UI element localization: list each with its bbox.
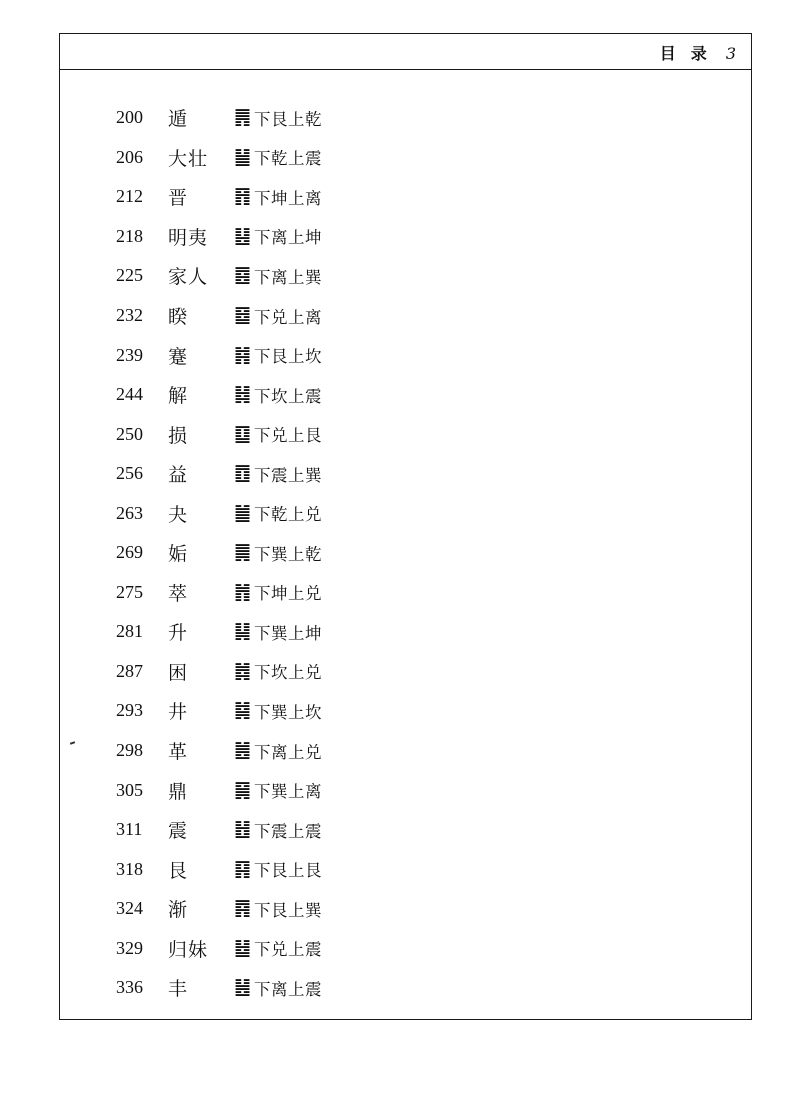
toc-page-number: 318 — [116, 858, 143, 879]
table-of-contents — [116, 98, 322, 1008]
toc-page-number: 293 — [116, 700, 143, 721]
hexagram-icon: ䷪ — [234, 501, 252, 524]
toc-trigram-description: 下兑上震 — [254, 940, 322, 960]
toc-hexagram-name: 晋 — [168, 187, 189, 210]
toc-hexagram-name: 归妹 — [168, 938, 209, 961]
hexagram-icon: ䷢ — [234, 185, 252, 208]
header-title — [660, 44, 708, 63]
toc-entry[interactable] — [116, 138, 322, 178]
toc-entry[interactable] — [116, 375, 322, 415]
hexagram-icon: ䷯ — [234, 699, 252, 722]
hexagram-icon: ䷦ — [234, 343, 252, 366]
toc-trigram-description: 下离上巽 — [254, 267, 322, 287]
toc-entry[interactable] — [116, 177, 322, 217]
hexagram-icon: ䷳ — [234, 857, 252, 880]
toc-trigram-description: 下兑上艮 — [254, 426, 322, 446]
toc-trigram-description: 下艮上巽 — [254, 900, 322, 920]
toc-page-number: 250 — [116, 423, 143, 444]
toc-entry[interactable] — [116, 493, 322, 533]
header-text — [660, 41, 737, 64]
toc-hexagram-name: 井 — [168, 701, 189, 724]
toc-entry[interactable] — [116, 256, 322, 296]
toc-page-number: 275 — [116, 581, 143, 602]
toc-entry[interactable] — [116, 928, 322, 968]
hexagram-icon: ䷱ — [234, 778, 252, 801]
hexagram-icon: ䷩ — [234, 462, 252, 485]
toc-hexagram-name: 渐 — [168, 899, 189, 922]
toc-hexagram-name: 夬 — [168, 503, 189, 526]
toc-page-number: 324 — [116, 898, 143, 919]
toc-trigram-description: 下艮上艮 — [254, 861, 322, 881]
toc-trigram-description: 下乾上震 — [254, 149, 322, 169]
toc-entry[interactable] — [116, 454, 322, 494]
toc-hexagram-name: 睽 — [168, 306, 189, 328]
toc-trigram-description: 下坤上离 — [254, 188, 322, 208]
hexagram-icon: ䷶ — [234, 976, 252, 999]
toc-trigram-description: 下巽上坤 — [254, 623, 322, 643]
toc-entry[interactable] — [116, 573, 322, 613]
toc-page-number: 212 — [116, 186, 143, 207]
toc-trigram-description: 下离上震 — [254, 979, 322, 999]
hexagram-icon: ䷴ — [234, 897, 252, 920]
toc-trigram-description: 下震上巽 — [254, 465, 322, 485]
hexagram-icon: ䷮ — [234, 659, 252, 682]
toc-page-number: 281 — [116, 621, 143, 642]
toc-hexagram-name: 革 — [168, 741, 189, 764]
toc-page-number: 263 — [116, 502, 143, 523]
toc-hexagram-name: 萃 — [168, 582, 189, 605]
toc-page-number: 206 — [116, 146, 143, 167]
toc-entry[interactable] — [116, 889, 322, 929]
toc-page-number: 287 — [116, 660, 143, 681]
toc-trigram-description: 下坤上兑 — [254, 584, 322, 604]
toc-entry[interactable] — [116, 533, 322, 573]
toc-entry[interactable] — [116, 217, 322, 257]
toc-page-number: 225 — [116, 265, 143, 286]
toc-trigram-description: 下离上兑 — [254, 742, 322, 762]
toc-page-number: 311 — [116, 819, 143, 840]
toc-hexagram-name: 艮 — [168, 859, 189, 882]
hexagram-icon: ䷭ — [234, 620, 252, 643]
toc-hexagram-name: 姤 — [168, 543, 189, 566]
toc-hexagram-name: 损 — [168, 424, 189, 447]
toc-entry[interactable] — [116, 612, 322, 652]
toc-hexagram-name: 解 — [168, 385, 189, 408]
toc-trigram-description: 下兑上离 — [254, 307, 322, 327]
toc-entry[interactable] — [116, 296, 322, 336]
toc-entry[interactable] — [116, 810, 322, 850]
toc-hexagram-name: 家人 — [168, 266, 209, 289]
toc-hexagram-name: 困 — [168, 661, 189, 684]
toc-entry[interactable] — [116, 652, 322, 692]
toc-page-number: 336 — [116, 977, 143, 998]
toc-trigram-description: 下坎上兑 — [254, 663, 322, 683]
hexagram-icon: ䷠ — [234, 106, 252, 129]
toc-page-number: 329 — [116, 937, 143, 958]
toc-trigram-description: 下坎上震 — [254, 386, 322, 406]
hexagram-icon: ䷲ — [234, 818, 252, 841]
toc-trigram-description: 下巽上坎 — [254, 702, 322, 722]
toc-trigram-description: 下巽上乾 — [254, 544, 322, 564]
toc-entry[interactable] — [116, 770, 322, 810]
header-title-char: 录 — [690, 44, 708, 63]
toc-page-number: 218 — [116, 225, 143, 246]
toc-page-number: 239 — [116, 344, 143, 365]
toc-entry[interactable] — [116, 849, 322, 889]
hexagram-icon: ䷣ — [234, 224, 252, 247]
hexagram-icon: ䷤ — [234, 264, 252, 287]
toc-entry[interactable] — [116, 414, 322, 454]
toc-hexagram-name: 震 — [168, 820, 189, 843]
toc-trigram-description: 下艮上坎 — [254, 347, 322, 367]
toc-trigram-description: 下巽上离 — [254, 782, 322, 802]
toc-page-number: 244 — [116, 384, 143, 405]
hexagram-icon: ䷧ — [234, 383, 252, 406]
header-title-char: 目 — [659, 44, 677, 63]
toc-trigram-description: 下离上坤 — [254, 228, 322, 248]
toc-hexagram-name: 遁 — [168, 108, 189, 131]
toc-hexagram-name: 蹇 — [168, 345, 189, 368]
toc-trigram-description: 下乾上兑 — [254, 505, 322, 525]
toc-trigram-description: 下艮上乾 — [254, 109, 322, 129]
toc-page-number: 305 — [116, 779, 143, 800]
toc-entry[interactable] — [116, 98, 322, 138]
hexagram-icon: ䷬ — [234, 580, 252, 603]
toc-entry[interactable] — [116, 335, 322, 375]
toc-hexagram-name: 鼎 — [168, 780, 189, 803]
toc-entry[interactable] — [116, 691, 322, 731]
toc-hexagram-name: 益 — [168, 464, 189, 487]
toc-page-number: 256 — [116, 463, 143, 484]
toc-entry[interactable] — [116, 968, 322, 1008]
hexagram-icon: ䷡ — [234, 145, 252, 168]
toc-page-number: 298 — [116, 740, 143, 761]
hexagram-icon: ䷫ — [234, 541, 252, 564]
toc-hexagram-name: 大壮 — [168, 147, 209, 170]
toc-hexagram-name: 升 — [168, 622, 189, 645]
toc-trigram-description: 下震上震 — [254, 821, 322, 841]
toc-hexagram-name: 丰 — [168, 978, 189, 1001]
toc-page-number: 232 — [116, 305, 143, 325]
hexagram-icon: ䷵ — [234, 936, 252, 959]
hexagram-icon: ䷥ — [234, 304, 252, 326]
hexagram-icon: ䷰ — [234, 739, 252, 762]
header-page-number: 3 — [725, 44, 737, 63]
page-frame — [59, 33, 752, 1020]
toc-page-number: 200 — [116, 107, 143, 128]
hexagram-icon: ䷨ — [234, 422, 252, 445]
running-header — [60, 34, 751, 70]
toc-hexagram-name: 明夷 — [168, 226, 209, 249]
toc-page-number: 269 — [116, 542, 143, 563]
toc-entry[interactable] — [116, 731, 322, 771]
